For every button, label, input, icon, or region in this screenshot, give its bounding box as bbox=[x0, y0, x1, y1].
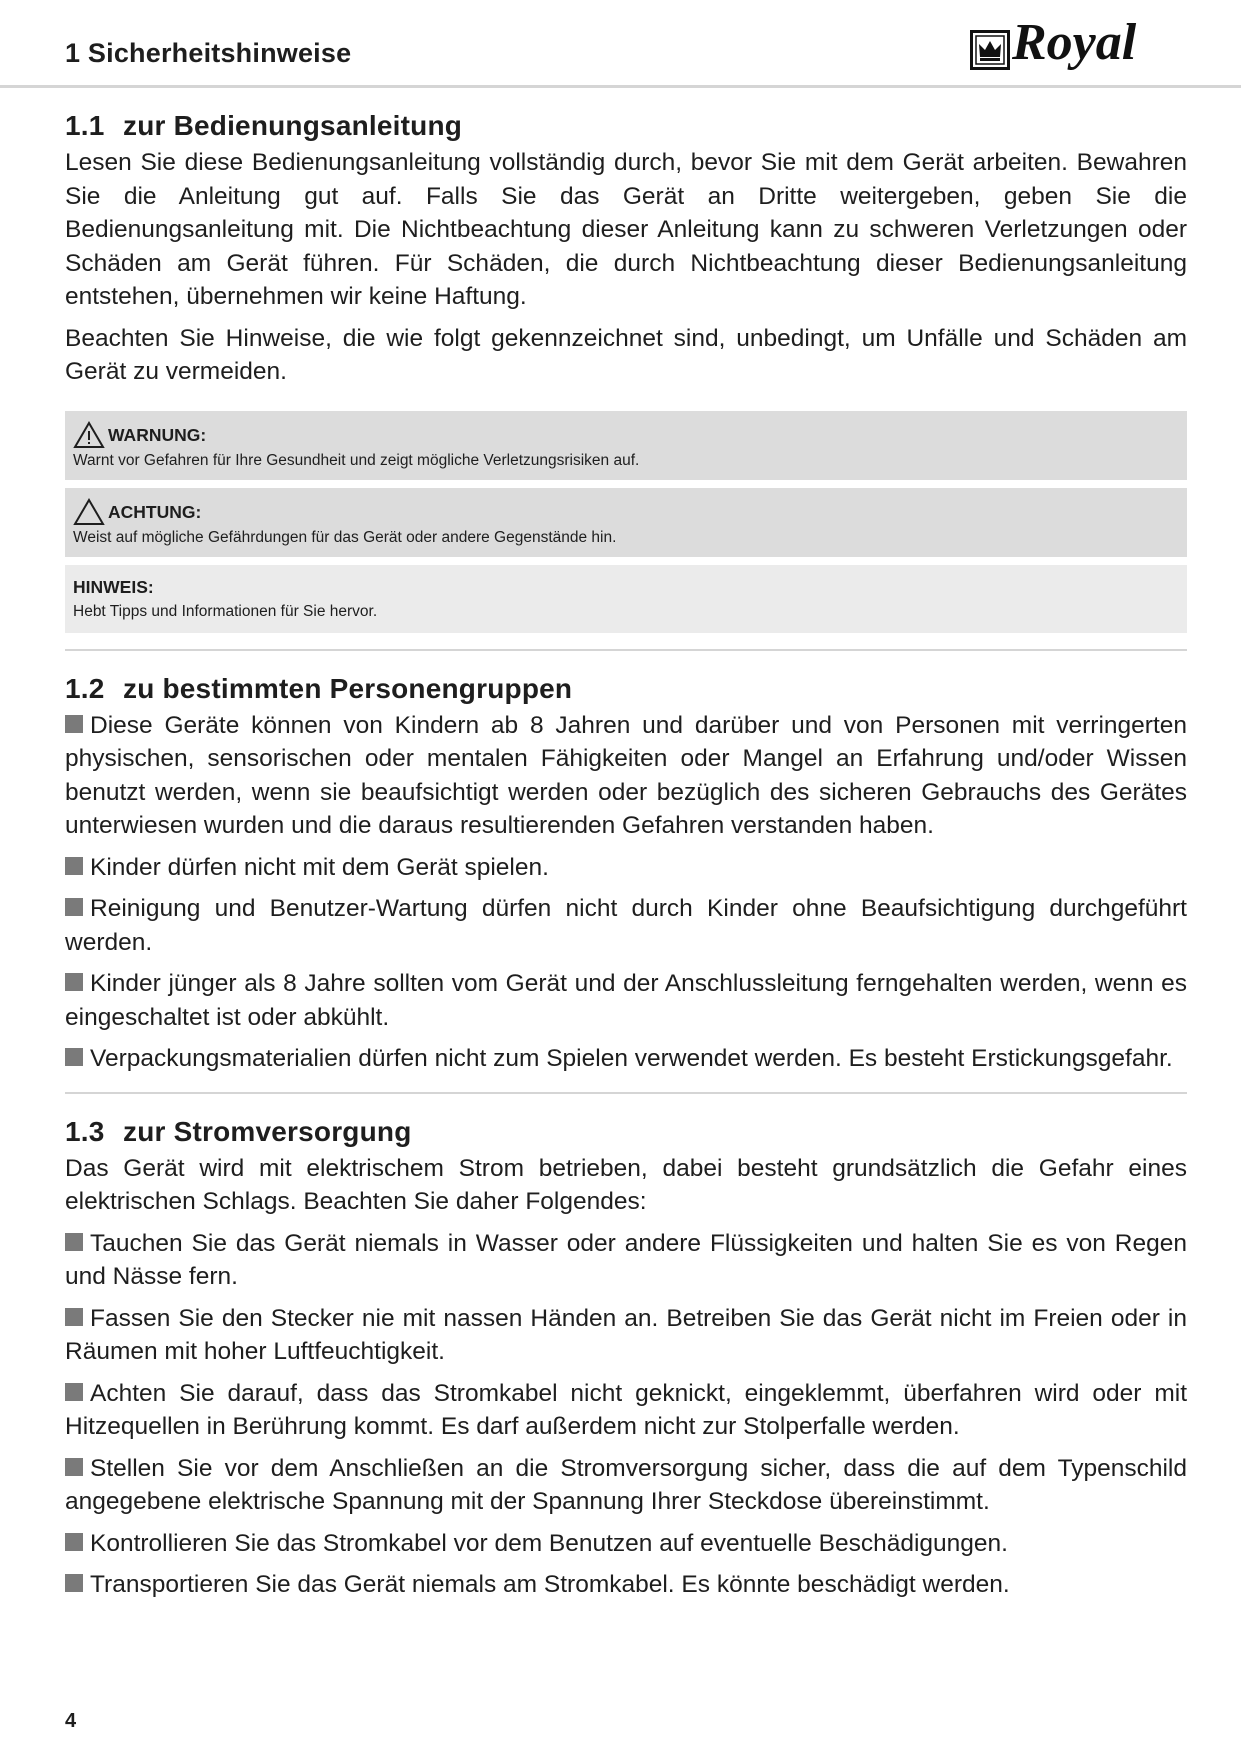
section-heading-1-3 bbox=[65, 1112, 1187, 1152]
list-item: Tauchen Sie das Gerät niemals in Wasser oder andere Flüssigkeiten und halten Sie es von Regen und Nässe fern. bbox=[65, 1229, 1187, 1290]
list-item: Achten Sie darauf, dass das Stromkabel nicht geknickt, eingeklemmt, überfahren wird oder mit Hitzequellen in Berührung kommt. Es darf außerdem nicht zur Stolperfalle werden. bbox=[65, 1379, 1187, 1440]
list-item: Verpackungsmaterialien dürfen nicht zum Spielen verwendet werden. Es besteht Erstickungsgefahr. bbox=[65, 1042, 1187, 1076]
bullet-square-icon bbox=[65, 973, 83, 991]
bullet-square-icon bbox=[65, 1458, 83, 1476]
notice-text: Weist auf mögliche Gefährdungen für das Gerät oder andere Gegenstände hin. bbox=[73, 528, 617, 546]
list-item: Kinder jünger als 8 Jahre sollten vom Gerät und der Anschlussleitung ferngehalten werden, wenn es eingeschaltet ist oder abkühlt. bbox=[65, 970, 1187, 1031]
list-item: Stellen Sie vor dem Anschließen an die Stromversorgung sicher, dass die auf dem Typenschild angegebene elektrische Spannung mit der Spannung Ihrer Steckdose übereinstimmt. bbox=[65, 1454, 1187, 1515]
list-item: Fassen Sie den Stecker nie mit nassen Händen an. Betreiben Sie das Gerät nicht im Freien oder in Räumen mit hoher Luftfeuchtigkeit. bbox=[65, 1304, 1187, 1365]
bullet-square-icon bbox=[65, 1574, 83, 1592]
bullet-square-icon bbox=[65, 1533, 83, 1551]
bullet-square-icon bbox=[65, 715, 83, 733]
bullet-square-icon bbox=[65, 1308, 83, 1326]
notice-label: WARNUNG: bbox=[108, 424, 207, 445]
bullet-square-icon bbox=[65, 1233, 83, 1251]
notice-label: HINWEIS: bbox=[73, 576, 154, 597]
chapter-title: 1 Sicherheitshinweise bbox=[65, 38, 352, 68]
section-heading-1-2 bbox=[65, 669, 1187, 709]
section-number: 1.3 bbox=[65, 1115, 105, 1147]
brand-wordmark: Royal bbox=[1012, 14, 1137, 71]
section-heading-1-1 bbox=[65, 106, 1187, 146]
section-number: 1.1 bbox=[65, 110, 105, 141]
section-divider bbox=[65, 1092, 1187, 1094]
royal-logo bbox=[970, 14, 1187, 76]
section-divider bbox=[65, 649, 1187, 651]
section-title: zur Stromversorgung bbox=[123, 1115, 412, 1147]
warning-triangle-icon bbox=[73, 421, 105, 449]
bullet-square-icon bbox=[65, 857, 83, 875]
list-item: Kinder dürfen nicht mit dem Gerät spielen. bbox=[65, 851, 1187, 885]
hint-notice bbox=[65, 565, 1187, 633]
section-title: zur Bedienungsanleitung bbox=[123, 110, 463, 141]
page-content bbox=[65, 106, 1187, 1602]
section-number: 1.2 bbox=[65, 672, 105, 704]
page-header bbox=[0, 0, 1241, 88]
list-item: Reinigung und Benutzer-Wartung dürfen nicht durch Kinder ohne Beaufsichtigung durchgeführt werden. bbox=[65, 895, 1187, 956]
notice-explanation-paragraph: Beachten Sie Hinweise, die wie folgt gekennzeichnet sind, unbedingt, um Unfälle und Schäden am Gerät zu vermeiden. bbox=[65, 324, 1187, 385]
power-intro-paragraph: Das Gerät wird mit elektrischem Strom betrieben, dabei besteht grundsätzlich die Gefahr eines elektrischen Schlags. Beachten Sie daher Folgendes: bbox=[65, 1154, 1187, 1215]
section-title: zu bestimmten Personengruppen bbox=[123, 672, 573, 704]
list-item: Transportieren Sie das Gerät niemals am Stromkabel. Es könnte beschädigt werden. bbox=[65, 1568, 1187, 1602]
notice-text: Hebt Tipps und Informationen für Sie hervor. bbox=[73, 602, 378, 620]
bullet-square-icon bbox=[65, 898, 83, 916]
notice-text: Warnt vor Gefahren für Ihre Gesundheit und zeigt mögliche Verletzungsrisiken auf. bbox=[73, 451, 640, 469]
notice-label: ACHTUNG: bbox=[108, 501, 202, 522]
crown-emblem-icon bbox=[970, 30, 1010, 70]
list-item: Kontrollieren Sie das Stromkabel vor dem Benutzen auf eventuelle Beschädigungen. bbox=[65, 1527, 1187, 1561]
page-number: 4 bbox=[65, 1710, 77, 1732]
caution-notice bbox=[65, 488, 1187, 557]
bullet-square-icon bbox=[65, 1383, 83, 1401]
caution-triangle-icon bbox=[73, 498, 105, 526]
intro-paragraph: Lesen Sie diese Bedienungsanleitung vollständig durch, bevor Sie mit dem Gerät arbeiten. Bewahren Sie die Anleitung gut auf. Falls Sie das Gerät an Dritte weitergeben, geben Sie die Bedienungsanleitung mit. Die Nichtbeachtung dieser Anleitung kann zu schweren Verletzungen oder Schäden am Gerät führen. Für Schäden, die durch Nichtbeachtung dieser Bedienungsanleitung entstehen, übernehmen wir keine Haftung. bbox=[65, 149, 1187, 310]
bullet-square-icon bbox=[65, 1048, 83, 1066]
warning-notice bbox=[65, 411, 1187, 480]
list-item: Diese Geräte können von Kindern ab 8 Jahren und darüber und von Personen mit verringerten physischen, sensorischen oder mentalen Fähigkeiten oder Mangel an Erfahrung und/oder Wissen benutzt werden, wenn sie beaufsichtigt werden oder bezüglich des sicheren Gebrauchs des Gerätes unterwiesen wurden und die daraus resultierenden Gefahren verstanden haben. bbox=[65, 711, 1187, 839]
